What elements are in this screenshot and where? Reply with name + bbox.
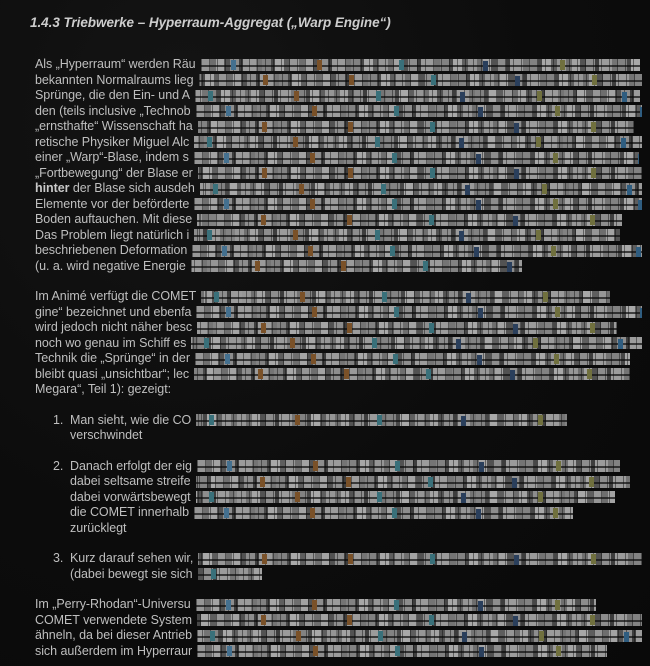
line-text: einer „Warp“-Blase, indem s xyxy=(35,150,189,164)
list-number: 1. xyxy=(53,412,64,427)
line-text: Im „Perry-Rhodan“-Universu xyxy=(35,597,191,611)
text-line xyxy=(35,73,642,89)
redacted-text-blur xyxy=(197,214,622,226)
list-number: 2. xyxy=(53,458,64,473)
text-line xyxy=(35,320,642,336)
text-line xyxy=(35,613,642,629)
redacted-text-blur xyxy=(192,245,642,257)
redacted-text-blur xyxy=(194,198,642,210)
redacted-text-blur xyxy=(196,105,642,117)
redacted-text-blur xyxy=(196,491,615,503)
line-text: verschwindet xyxy=(70,428,143,442)
line-text: wird jedoch nicht näher besc xyxy=(35,320,193,334)
redacted-text-blur xyxy=(198,553,642,565)
redacted-text-blur xyxy=(197,460,620,472)
text-line xyxy=(35,104,642,120)
list-item-lines xyxy=(70,413,642,444)
text-line xyxy=(70,413,642,429)
line-text: zurücklegt xyxy=(70,520,127,535)
document-body xyxy=(35,57,642,659)
line-text: gine“ bezeichnet und ebenfa xyxy=(35,304,192,319)
list-item xyxy=(35,551,642,582)
line-text: „Fortbewegung“ der Blase er xyxy=(35,165,193,180)
text-line xyxy=(35,382,642,398)
text-line xyxy=(35,351,642,367)
text-line xyxy=(35,243,642,259)
redacted-text-blur xyxy=(197,645,607,657)
text-line xyxy=(35,644,642,660)
text-line xyxy=(35,197,642,213)
line-text: Im Animé verfügt die COMET xyxy=(35,289,197,303)
redacted-text-blur xyxy=(191,337,642,349)
line-text: beschriebenen Deformation xyxy=(35,243,188,257)
bold-text: hinter xyxy=(35,181,70,195)
text-line xyxy=(35,228,642,244)
redacted-text-blur xyxy=(198,167,642,179)
text-line xyxy=(35,597,642,613)
redacted-text-blur xyxy=(198,121,634,133)
paragraph xyxy=(35,57,642,274)
list-item-lines xyxy=(70,459,642,537)
text-line xyxy=(35,305,642,321)
text-line xyxy=(70,551,642,567)
document-page xyxy=(0,14,650,659)
list-number: 3. xyxy=(53,551,64,565)
redacted-text-blur xyxy=(199,74,642,86)
redacted-text-blur xyxy=(201,59,640,71)
text-line xyxy=(35,57,642,73)
line-text: Boden auftauchen. Mit diese xyxy=(35,212,193,226)
redacted-text-blur xyxy=(195,90,640,102)
line-text: bekannten Normalraums lieg xyxy=(35,72,194,87)
line-text: (u. a. wird negative Energie xyxy=(35,258,186,273)
line-text: Elemente vor der beförderte xyxy=(35,196,190,211)
text-line xyxy=(70,474,642,490)
list-item xyxy=(35,413,642,444)
text-line xyxy=(70,459,642,475)
text-line xyxy=(35,289,642,305)
paragraph xyxy=(35,597,642,659)
text-line xyxy=(35,181,642,197)
line-text: Danach erfolgt der eig xyxy=(70,458,192,473)
line-text: „ernsthafte“ Wissenschaft ha xyxy=(35,119,193,133)
redacted-text-blur xyxy=(194,507,573,519)
line-text: den (teils inclusive „Technob xyxy=(35,103,191,118)
line-text: bleibt quasi „unsichtbar“; lec xyxy=(35,366,190,381)
text-line xyxy=(35,628,642,644)
line-text: (dabei bewegt sie sich xyxy=(70,566,193,581)
text-line xyxy=(70,567,642,583)
text-line xyxy=(70,505,642,521)
line-text: Technik die „Sprünge“ in der xyxy=(35,351,190,365)
line-text: Kurz darauf sehen wir, xyxy=(70,551,194,565)
redacted-text-blur xyxy=(194,368,630,380)
text-line xyxy=(35,135,642,151)
redacted-text-blur xyxy=(197,322,617,334)
line-text: Man sieht, wie die CO xyxy=(70,412,192,427)
redacted-text-blur xyxy=(196,476,631,488)
text-line xyxy=(35,150,642,166)
text-line xyxy=(35,166,642,182)
redacted-text-blur xyxy=(197,630,642,642)
redacted-text-blur xyxy=(198,568,262,580)
redacted-text-blur xyxy=(195,353,630,365)
redacted-text-blur xyxy=(201,291,610,303)
line-text: ähneln, da bei dieser Antrieb xyxy=(35,628,192,642)
line-text: noch wo genau im Schiff es xyxy=(35,335,187,350)
line-text: dabei vorwärtsbewegt xyxy=(70,489,191,504)
redacted-text-blur xyxy=(194,136,642,148)
line-text: Das Problem liegt natürlich i xyxy=(35,227,190,242)
redacted-text-blur xyxy=(194,152,639,164)
text-line xyxy=(35,88,642,104)
line-text: retische Physiker Miguel Alc xyxy=(35,134,190,149)
line-text: COMET verwendete System xyxy=(35,612,193,627)
redacted-text-blur xyxy=(194,229,620,241)
redacted-text-blur xyxy=(196,414,567,426)
redacted-text-blur xyxy=(200,183,642,195)
text-line xyxy=(35,367,642,383)
section-heading: 1.4.3 Triebwerke – Hyperraum-Aggregat („Warp Engine“) xyxy=(30,15,391,30)
text-line xyxy=(35,259,642,275)
list-item xyxy=(35,459,642,537)
line-text: Sprünge, die den Ein- und A xyxy=(35,88,191,102)
line-text: dabei seltsame streife xyxy=(70,474,191,488)
text-line xyxy=(35,336,642,352)
redacted-text-blur xyxy=(196,306,642,318)
redacted-text-blur xyxy=(197,614,642,626)
line-text: Als „Hyperraum“ werden Räu xyxy=(35,57,196,71)
paragraph xyxy=(35,289,642,398)
text-line xyxy=(70,521,642,537)
text-line xyxy=(70,490,642,506)
line-text: die COMET innerhalb xyxy=(70,505,190,519)
line-text: sich außerdem im Hyperraur xyxy=(35,643,193,658)
list-item-lines xyxy=(70,551,642,582)
line-text: Megara“, Teil 1): gezeigt: xyxy=(35,382,172,396)
redacted-text-blur xyxy=(191,260,522,272)
text-line xyxy=(35,119,642,135)
text-line xyxy=(70,428,642,444)
text-line xyxy=(35,212,642,228)
line-text: hinter der Blase sich ausdeh xyxy=(35,181,195,195)
redacted-text-blur xyxy=(196,599,596,611)
